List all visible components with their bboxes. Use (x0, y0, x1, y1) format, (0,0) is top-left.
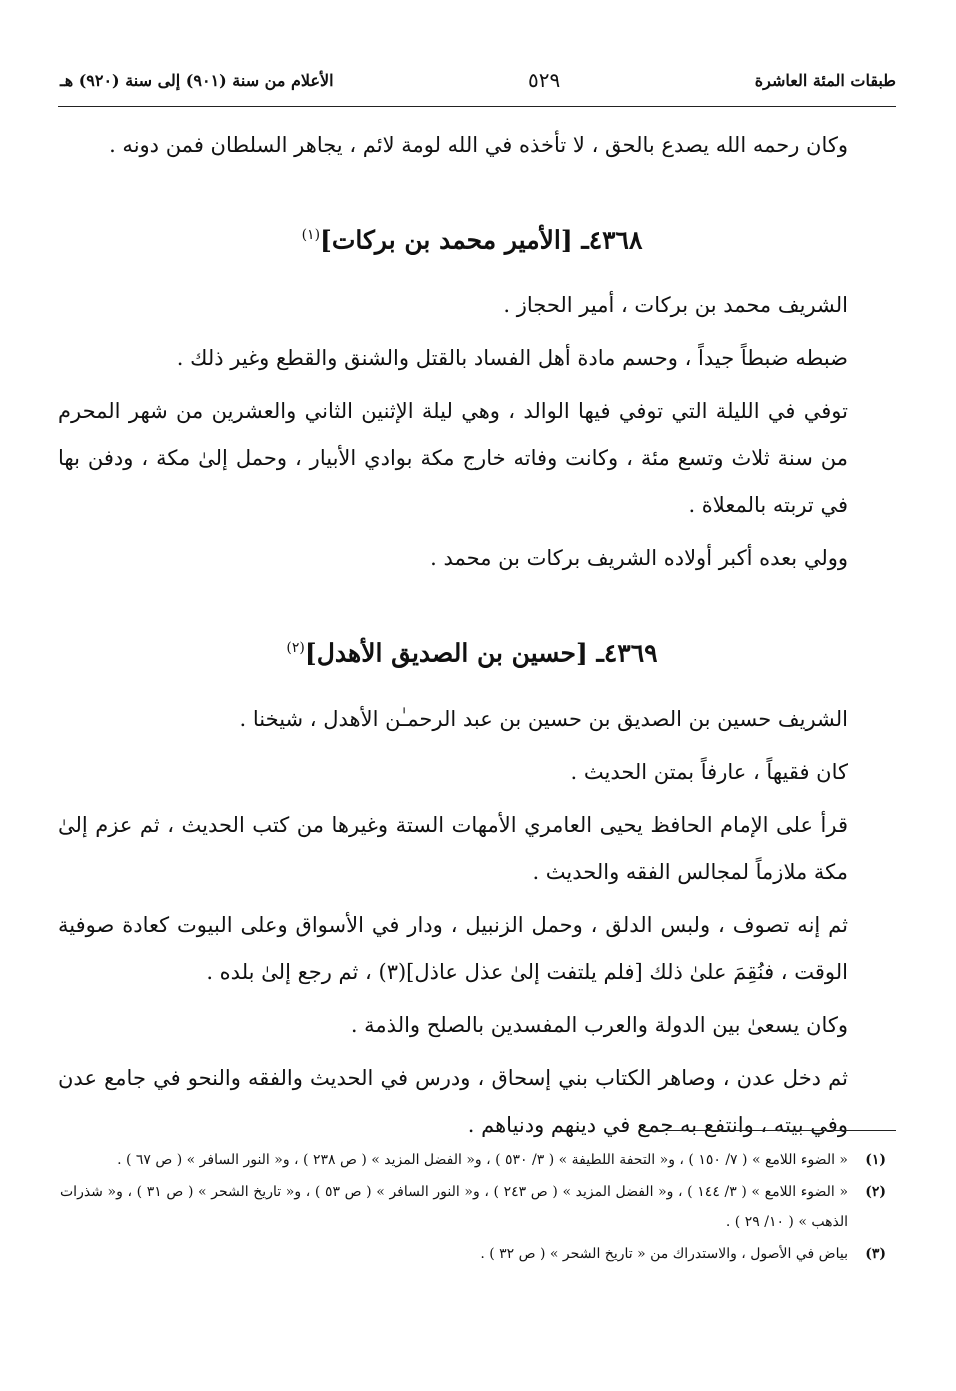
footnote-item (60, 1145, 886, 1175)
intro-paragraph: وكان رحمه الله يصدع بالحق ، لا تأخذه في الله لومة لائم ، يجاهر السلطان فمن دونه . (109, 133, 848, 157)
paragraph: ثم دخل عدن ، وصاهر الكتاب بني إسحاق ، ودرس في الحديث والفقه والنحو في جامع عدن وفي بيته ، وانتفع به جمع في دينهم ودنياهم . (58, 1065, 848, 1137)
paragraph: كان فقيهاً ، عارفاً بمتن الحديث . (570, 759, 848, 784)
paragraph: توفي في الليلة التي توفي فيها الوالد ، وهي ليلة الإثنين الثاني والعشرين من شهر المحرم من سنة ثلاث وتسع مئة ، وكانت وفاته خارج مكة بوادي الأبيار ، وحمل إلىٰ مكة ، ودفن بها في تربته بالمعلاة . (58, 399, 848, 518)
footnotes (60, 1145, 886, 1271)
footnote-item (60, 1177, 886, 1237)
entry-title-4369 (58, 620, 886, 681)
paragraph: ثم إنه تصوف ، ولبس الدلق ، وحمل الزنبيل ، ودار في الأسواق وعلى البيوت كعادة صوفية الوقت ، فنُقِمَ علىٰ ذلك [فلم يلتفت إلىٰ عذل عاذل](٣) ، ثم رجع إلىٰ بلده . (58, 912, 848, 984)
footnote-number: (٣) (865, 1246, 886, 1262)
entry-title-4368 (58, 207, 886, 268)
footnote-number: (٢) (865, 1184, 886, 1200)
paragraph: قرأ على الإمام الحافظ يحيى العامري الأمهات الستة وغيرها من كتب الحديث ، ثم عزم إلىٰ مكة ملازماً لمجالس الفقه والحديث . (58, 812, 848, 884)
footnote-text: « الضوء اللامع » ( ٧/ ١٥٠ ) ، و« التحفة اللطيفة » ( ٣/ ٥٣٠ ) ، و« الفضل المزيد » ( ص ٢٣٨ ) ، و« النور السافر » ( ص ٦٧ ) . (117, 1152, 848, 1168)
entry-title-text: ٤٣٦٨ـ [الأمير محمد بن بركات] (320, 225, 643, 255)
paragraph: وكان يسعىٰ بين الدولة والعرب المفسدين بالصلح والذمة . (350, 1012, 848, 1037)
page-number: ٥٢٩ (528, 68, 561, 92)
paragraph: الشريف محمد بن بركات ، أمير الحجاز . (503, 293, 848, 318)
footnote-ref: (١) (301, 227, 321, 243)
header-rule (58, 106, 896, 107)
paragraph: وولي بعده أكبر أولاده الشريف بركات بن محمد . (430, 546, 848, 571)
footnote-item (60, 1239, 886, 1269)
header-book-title: طبقات المئة العاشرة (754, 70, 896, 90)
entry-title-text: ٤٣٦٩ـ [حسين بن الصديق الأهدل] (304, 638, 658, 668)
footnote-text: « الضوء اللامع » ( ٣/ ١٤٤ ) ، و« الفضل المزيد » ( ص ٢٤٣ ) ، و« النور السافر » ( ص ٥٣ ) ، و« تاريخ الشحر » ( ص ٣١ ) ، و« شذرات الذهب » ( ١٠/ ٢٩ ) . (60, 1184, 849, 1230)
header-section-title: الأعلام من سنة (٩٠١) إلى سنة (٩٢٠) هـ (60, 70, 334, 90)
footnote-ref: (٢) (286, 640, 305, 657)
main-text (58, 122, 886, 1155)
footnote-text: بياض في الأصول ، والاستدراك من « تاريخ الشحر » ( ص ٣٢ ) . (480, 1246, 848, 1262)
footnote-number: (١) (865, 1152, 886, 1168)
running-header (60, 62, 896, 98)
paragraph: الشريف حسين بن الصديق بن حسين بن عبد الرحمـٰن الأهدل ، شيخنا . (239, 706, 848, 731)
footnote-rule (666, 1130, 896, 1131)
paragraph: ضبطه ضبطاً جيداً ، وحسم مادة أهل الفساد بالقتل والشنق والقطع وغير ذلك . (176, 346, 848, 371)
